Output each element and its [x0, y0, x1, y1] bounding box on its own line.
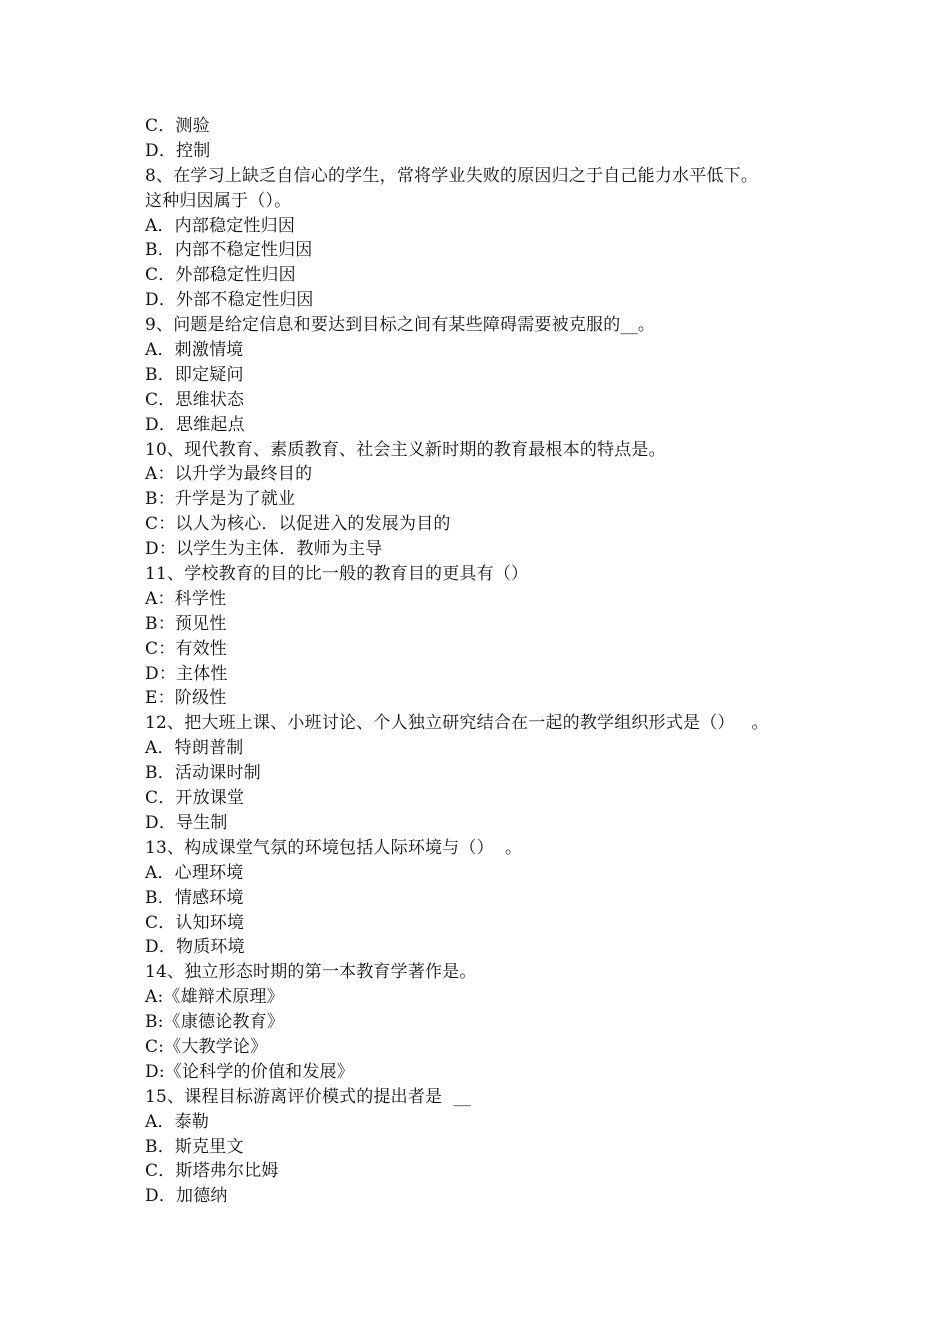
text-line: D．导生制: [145, 812, 228, 833]
text-line: B．即定疑问: [145, 364, 244, 385]
text-line: E：阶级性: [145, 688, 227, 709]
text-line: 12、把大班上课、小班讨论、个人独立研究结合在一起的教学组织形式是（） 。: [145, 713, 769, 734]
text-line: B．活动课时制: [145, 763, 261, 784]
text-line: C：以人为核心．以促进入的发展为目的: [145, 514, 451, 535]
text-line: C．认知环境: [145, 912, 245, 933]
exam-questions: [145, 114, 825, 1209]
text-line: B．情感环境: [145, 887, 244, 908]
text-line: C：有效性: [145, 638, 228, 659]
text-line: A．刺激情境: [145, 340, 244, 361]
text-line: D．外部不稳定性归因: [145, 290, 314, 311]
text-line: D:《论科学的价值和发展》: [145, 1061, 354, 1082]
text-line: C．思维状态: [145, 389, 245, 410]
text-line: 9、问题是给定信息和要达到目标之间有某些障碍需要被克服的__。: [145, 315, 656, 336]
text-line: B：预见性: [145, 613, 227, 634]
text-line: D．控制: [145, 140, 211, 161]
text-line: D：主体性: [145, 663, 228, 684]
text-line: D．思维起点: [145, 414, 245, 435]
text-line: D．物质环境: [145, 937, 245, 958]
text-line: C．测验: [145, 116, 210, 136]
text-line: 8、在学习上缺乏自信心的学生，常将学业失败的原因归之于自己能力水平低下。: [145, 165, 759, 186]
text-line: C．开放课堂: [145, 788, 245, 809]
text-line: 11、学校教育的目的比一般的教育目的更具有（）: [145, 564, 529, 585]
text-line: 14、独立形态时期的第一本教育学著作是。: [145, 962, 477, 983]
text-line: 10、现代教育、素质教育、社会主义新时期的教育最根本的特点是。: [145, 439, 666, 460]
text-line: B：升学是为了就业: [145, 489, 296, 510]
text-line: B．内部不稳定性归因: [145, 240, 313, 261]
text-line: 这种归因属于（）。: [145, 190, 292, 211]
text-line: B:《康德论教育》: [145, 1012, 285, 1033]
text-line: 15、课程目标游离评价模式的提出者是 __: [145, 1086, 471, 1107]
text-line: A．特朗普制: [145, 738, 244, 759]
text-line: 13、构成课堂气氛的环境包括人际环境与（） 。: [145, 837, 523, 858]
text-line: A．心理环境: [145, 862, 244, 883]
text-line: D．加德纳: [145, 1186, 228, 1207]
text-line: B．斯克里文: [145, 1136, 244, 1157]
text-line: C:《大教学论》: [145, 1036, 268, 1057]
text-line: A：科学性: [145, 588, 227, 609]
text-line: A:《雄辩术原理》: [145, 987, 284, 1008]
text-line: D：以学生为主体．教师为主导: [145, 539, 383, 560]
text-line: A：以升学为最终目的: [145, 464, 313, 485]
text-line: C．外部稳定性归因: [145, 265, 296, 286]
text-line: C．斯塔弗尔比姆: [145, 1161, 279, 1182]
text-line: A．内部稳定性归因: [145, 215, 296, 236]
text-line: A．泰勒: [145, 1111, 210, 1132]
